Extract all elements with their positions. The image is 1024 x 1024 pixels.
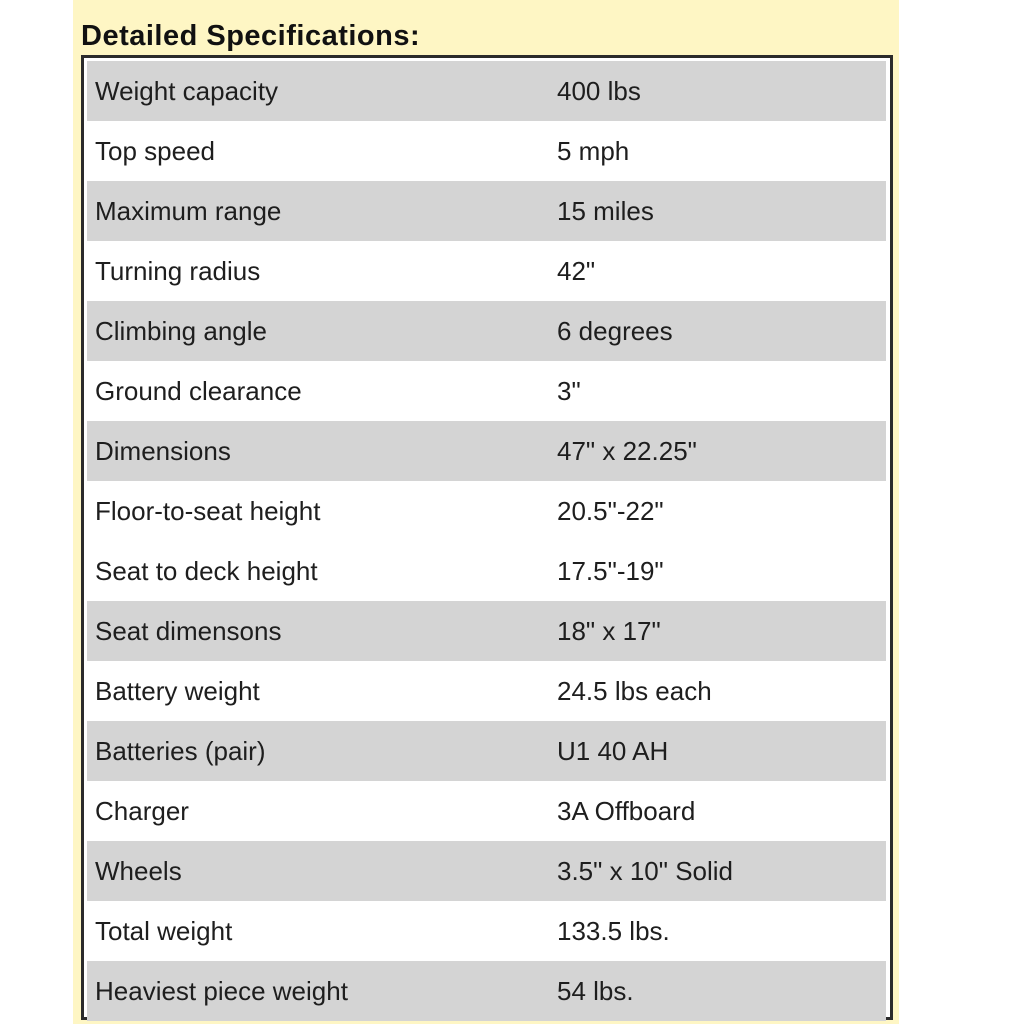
spec-label: Ground clearance [95,375,302,406]
spec-value: 15 miles [557,195,654,226]
spec-label: Maximum range [95,195,282,226]
table-row [87,181,886,241]
section-title: Detailed Specifications: [81,20,421,52]
spec-label: Top speed [95,135,215,166]
spec-value: 3A Offboard [557,795,696,826]
spec-value: 24.5 lbs each [557,675,712,706]
spec-value: 400 lbs [557,75,641,106]
spec-label: Seat to deck height [95,555,318,586]
spec-value: U1 40 AH [557,735,669,766]
spec-value: 6 degrees [557,315,673,346]
table-row [87,721,886,781]
table-row [87,961,886,1021]
table-row [87,301,886,361]
spec-label: Charger [95,795,189,826]
table-row [87,841,886,901]
spec-label: Total weight [95,915,233,946]
spec-value: 47" x 22.25" [557,435,697,466]
spec-value: 133.5 lbs. [557,915,670,946]
table-row [87,121,886,181]
table-row [87,421,886,481]
table-row [87,541,886,601]
spec-label: Wheels [95,855,182,886]
spec-value: 3.5" x 10" Solid [557,855,734,886]
table-row [87,901,886,961]
table-row [87,61,886,121]
table-row [87,481,886,541]
spec-label: Dimensions [95,435,231,466]
spec-value: 18" x 17" [557,615,661,646]
spec-value: 42" [557,255,596,286]
specifications-table [81,55,893,1020]
table-row [87,661,886,721]
table-row [87,361,886,421]
specifications-panel [73,0,899,1024]
spec-label: Floor-to-seat height [95,495,321,526]
table-row [87,601,886,661]
spec-value: 20.5"-22" [557,495,664,526]
spec-label: Batteries (pair) [95,735,266,766]
spec-label: Battery weight [95,675,260,706]
spec-value: 17.5"-19" [557,555,664,586]
spec-label: Turning radius [95,255,261,286]
spec-label: Heaviest piece weight [95,975,348,1006]
table-row [87,241,886,301]
spec-label: Climbing angle [95,315,267,346]
table-row [87,781,886,841]
spec-value: 54 lbs. [557,975,634,1006]
spec-value: 5 mph [557,135,630,166]
spec-label: Weight capacity [95,75,279,106]
spec-value: 3" [557,375,581,406]
spec-label: Seat dimensons [95,615,282,646]
